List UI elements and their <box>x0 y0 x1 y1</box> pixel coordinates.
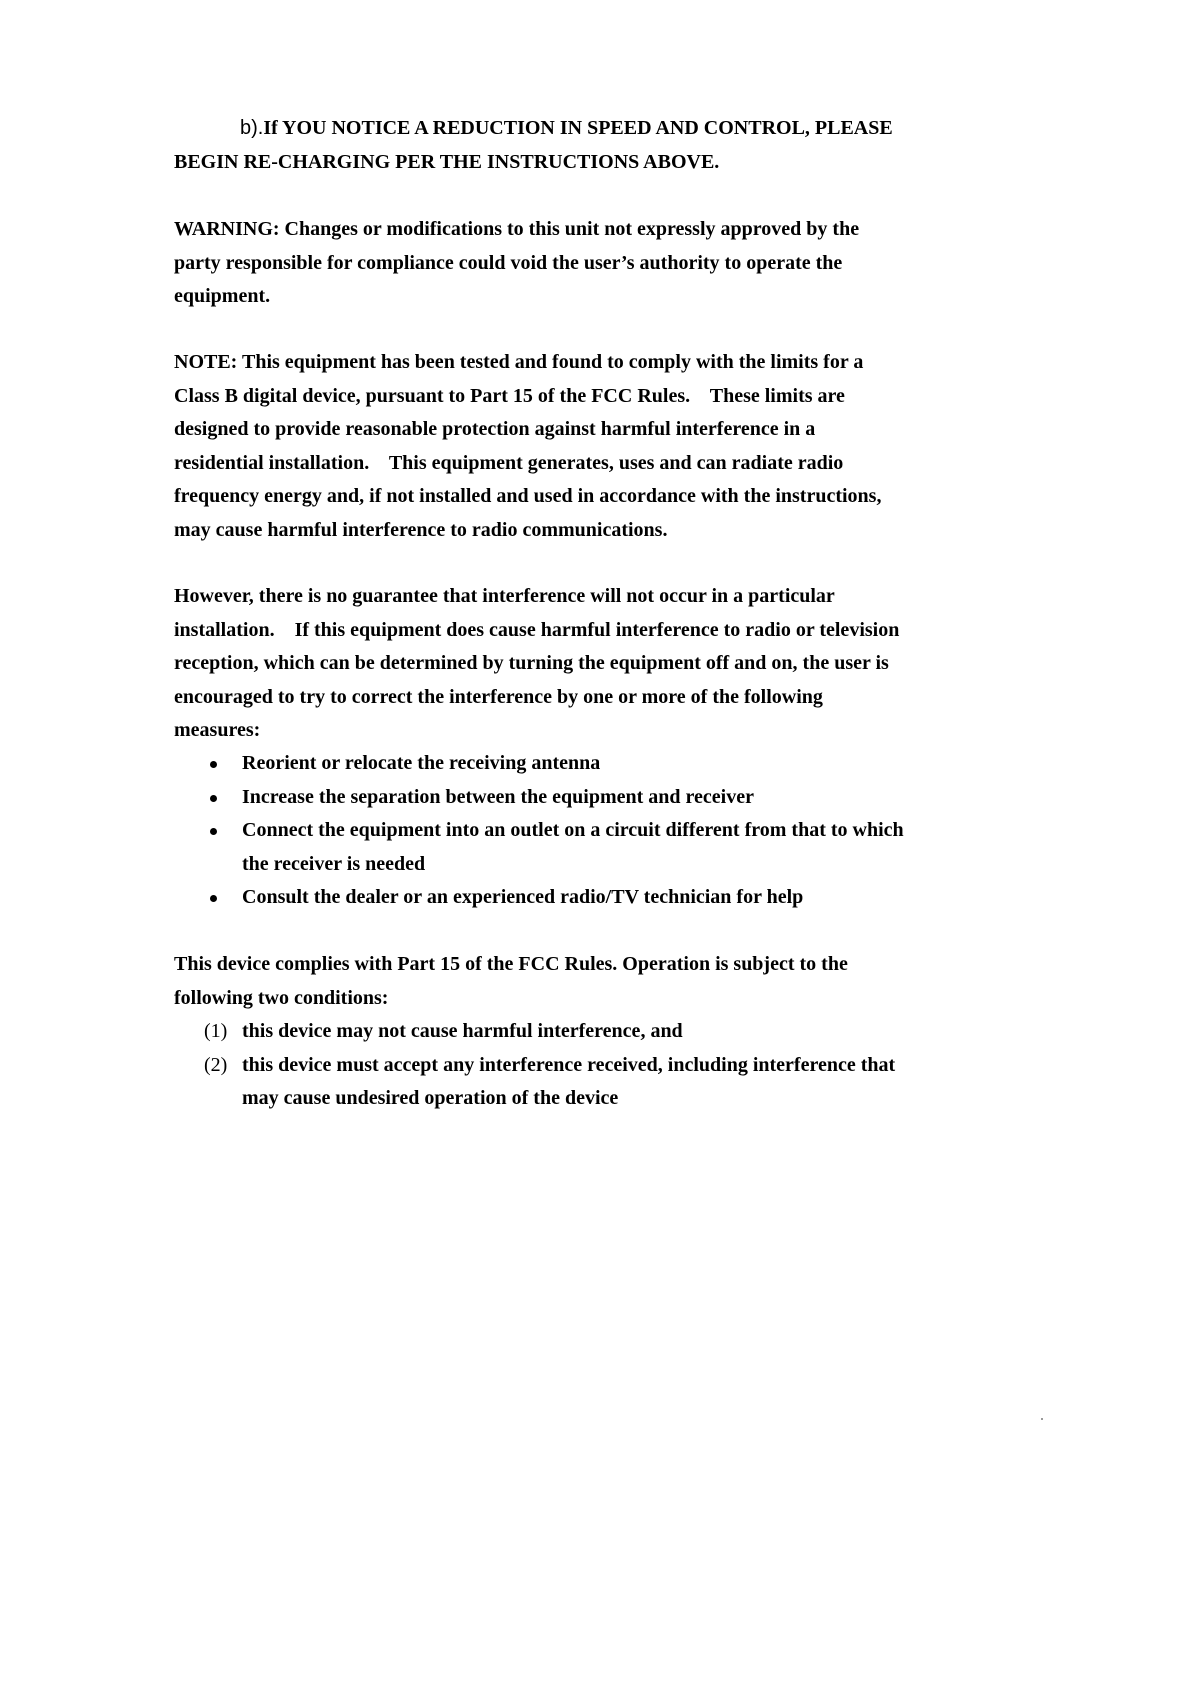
warning-line: equipment. <box>174 285 271 307</box>
condition-number: (1) <box>204 1020 228 1042</box>
note-paragraph <box>174 346 1014 547</box>
scan-speck <box>1041 1418 1043 1420</box>
note-line: Class B digital device, pursuant to Part 15 of the FCC Rules. These limits are <box>174 384 845 407</box>
list-item-text: may cause undesired operation of the device <box>242 1087 619 1109</box>
however-line: encouraged to try to correct the interference by one or more of the following <box>174 685 823 708</box>
recharge-notice-prefix: b). <box>240 117 264 139</box>
list-item-text: Consult the dealer or an experienced radio/TV technician for help <box>242 886 804 908</box>
recharge-notice-text: If YOU NOTICE A REDUCTION IN SPEED AND CONTROL, PLEASE <box>263 117 893 139</box>
list-item <box>174 1015 1014 1049</box>
list-item-text: Connect the equipment into an outlet on a circuit different from that to which <box>242 819 904 841</box>
compliance-line: This device complies with Part 15 of the FCC Rules. Operation is subject to the <box>174 953 848 975</box>
compliance-line: following two conditions: <box>174 986 389 1009</box>
however-line: However, there is no guarantee that interference will not occur in a particular <box>174 585 835 607</box>
recharge-notice-line-2: BEGIN RE-CHARGING PER THE INSTRUCTIONS ABOVE. <box>174 150 720 173</box>
list-item <box>174 881 1014 915</box>
however-line: installation. If this equipment does cause harmful interference to radio or television <box>174 618 900 641</box>
note-line: residential installation. This equipment generates, uses and can radiate radio <box>174 451 844 474</box>
warning-line: WARNING: Changes or modifications to this unit not expressly approved by the <box>174 218 860 240</box>
however-line: measures: <box>174 719 261 741</box>
note-line: frequency energy and, if not installed and used in accordance with the instructions, <box>174 485 882 507</box>
list-item <box>174 747 1014 781</box>
list-item-text: Reorient or relocate the receiving antenna <box>242 752 601 774</box>
list-item <box>174 781 1014 815</box>
warning-paragraph <box>174 213 1014 314</box>
however-line: reception, which can be determined by turning the equipment off and on, the user is <box>174 652 889 674</box>
warning-line: party responsible for compliance could void the user’s authority to operate the <box>174 251 843 274</box>
bullet-icon <box>210 895 217 902</box>
list-item-text: Increase the separation between the equipment and receiver <box>242 785 754 808</box>
list-item-text: this device may not cause harmful interference, and <box>242 1020 683 1042</box>
recharge-notice-line-1 <box>174 112 1014 146</box>
conditions-list <box>174 1015 1014 1116</box>
list-item-text: the receiver is needed <box>242 852 426 875</box>
note-line: designed to provide reasonable protection against harmful interference in a <box>174 418 816 440</box>
however-paragraph <box>174 580 1014 748</box>
recharge-notice <box>174 112 1014 179</box>
compliance-paragraph <box>174 948 1014 1015</box>
bullet-icon <box>210 795 217 802</box>
note-line: may cause harmful interference to radio communications. <box>174 518 668 541</box>
note-line: NOTE: This equipment has been tested and found to comply with the limits for a <box>174 351 864 373</box>
list-item <box>174 1049 1014 1116</box>
measures-list <box>174 747 1014 915</box>
bullet-icon <box>210 761 217 768</box>
list-item-text: this device must accept any interference received, including interference that <box>242 1053 896 1076</box>
condition-number: (2) <box>204 1053 228 1076</box>
list-item <box>174 814 1014 881</box>
bullet-icon <box>210 828 217 835</box>
